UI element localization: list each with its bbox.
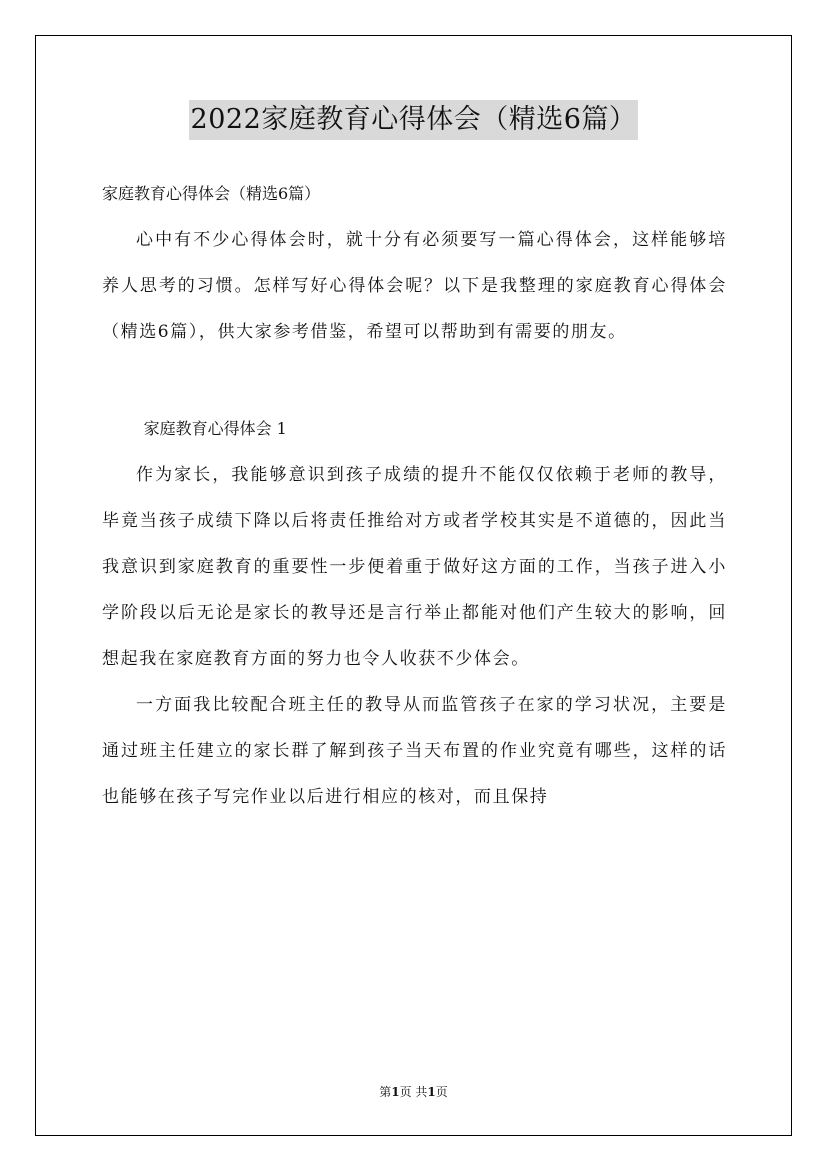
body-paragraph-1: 作为家长，我能够意识到孩子成绩的提升不能仅仅依赖于老师的教导，毕竟当孩子成绩下降以后将责任推给对方或者学校其实是不道德的，因此当我意识到家庭教育的重要性一步便着重于做好这方面的工作，当孩子进入小学阶段以后无论是家长的教导还是言行举止都能对他们产生较大的影响，回想起我在家庭教育方面的努力也令人收获不少体会。	[102, 465, 727, 669]
document-body	[102, 171, 727, 820]
document-title: 2022家庭教育心得体会（精选6篇）	[189, 100, 639, 140]
page-footer	[0, 1083, 827, 1101]
intro-paragraph: 心中有不少心得体会时，就十分有必须要写一篇心得体会，这样能够培养人思考的习惯。怎样写好心得体会呢？以下是我整理的家庭教育心得体会（精选6篇），供大家参考借鉴，希望可以帮助到有需要的朋友。	[102, 230, 727, 342]
document-subtitle: 家庭教育心得体会（精选6篇）	[102, 184, 321, 203]
section-spacer	[102, 355, 727, 406]
footer-page-total: 1	[427, 1085, 436, 1099]
section-heading: 家庭教育心得体会 1	[143, 419, 287, 438]
footer-prefix: 第	[379, 1085, 392, 1099]
footer-mid: 页 共	[399, 1085, 428, 1099]
body-paragraph-2: 一方面我比较配合班主任的教导从而监管孩子在家的学习状况，主要是通过班主任建立的家长群了解到孩子当天布置的作业究竟有哪些，这样的话也能够在孩子写完作业以后进行相应的核对，而且保持	[102, 695, 727, 807]
footer-page-current: 1	[391, 1085, 400, 1099]
footer-suffix: 页	[435, 1085, 448, 1099]
title-container	[0, 100, 827, 140]
